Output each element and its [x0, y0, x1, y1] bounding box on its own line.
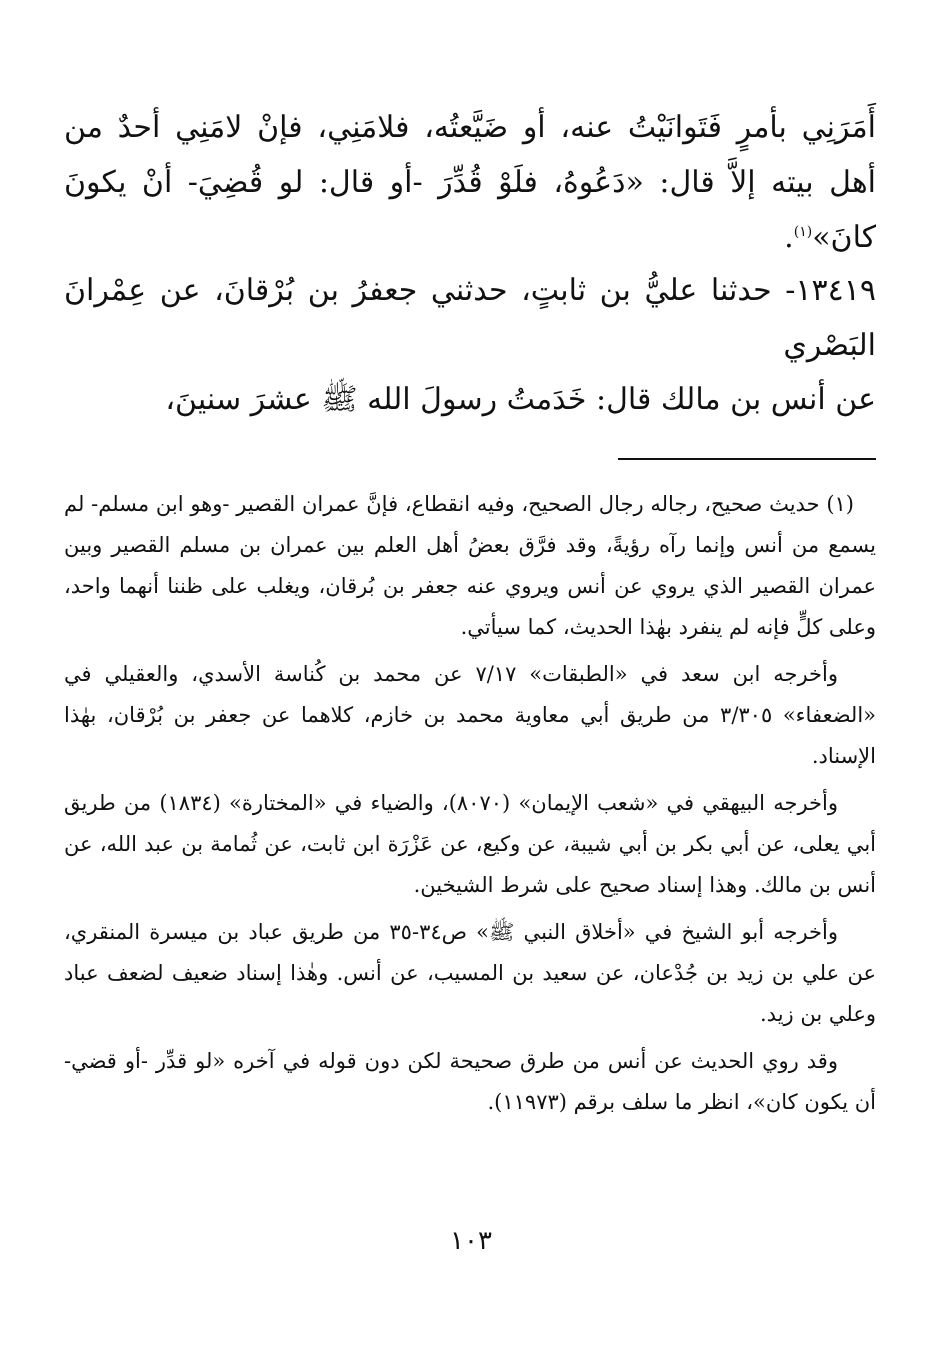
main-text-1: أَمَرَنِي بأمرٍ فَتَوانَيْتُ عنه، أو ضَيَّعتُه، فلامَنِي، فإنْ لامَنِي أحدٌ من أهل بيته إلاَّ قال: «دَعُوهُ، فلَوْ قُدِّرَ -أو قال: لو قُضِيَ- أنْ يكونَ كانَ» [64, 110, 876, 255]
footnote-paragraph: (١) حديث صحيح، رجاله رجال الصحيح، وفيه انقطاع، فإنَّ عمران القصير -وهو ابن مسلم- لم يسمع من أنس وإنما رآه رؤيةً، وقد فرَّق بعضُ أهل العلم بين عمران بن مسلم القصير وبين عمران القصير الذي يروي عن أنس ويروي عنه جعفر بن بُرقان، ويغلب على ظننا أنهما واحد، وعلى كلٍّ فإنه لم ينفرد بهٰذا الحديث، كما سيأتي. [64, 492, 876, 639]
page-number: ١٠٣ [450, 1226, 492, 1256]
hadith-matn: عن أنس بن مالك قال: خَدَمتُ رسولَ الله ﷺ عشرَ سنينَ، [165, 382, 876, 417]
main-text-1-end: . [784, 220, 794, 255]
footnote-separator [618, 458, 876, 460]
main-paragraph-1 [64, 100, 876, 265]
hadith-isnad: ١٣٤١٩- حدثنا عليُّ بن ثابتٍ، حدثني جعفرُ بن بُرْقانَ، عن عِمْرانَ البَصْري [64, 273, 876, 363]
main-paragraph-2 [64, 263, 876, 373]
footnote-paragraph: وأخرجه ابن سعد في «الطبقات» ٧/١٧ عن محمد بن كُناسة الأسدي، والعقيلي في «الضعفاء» ٣/٣٠٥ من طريق أبي معاوية محمد بن خازم، كلاهما عن جعفر بن بُرْقان، بهٰذا الإسناد. [64, 662, 876, 768]
main-paragraph-3 [64, 372, 876, 427]
footnotes-section [64, 484, 876, 1129]
footnote-reference: (١) [793, 224, 813, 240]
footnote-paragraph: وقد روي الحديث عن أنس من طرق صحيحة لكن دون قوله في آخره «لو قدِّر -أو قضي- أن يكون كان»، انظر ما سلف برقم (١١٩٧٣). [64, 1049, 876, 1114]
footnote-paragraph: وأخرجه البيهقي في «شعب الإيمان» (٨٠٧٠)، والضياء في «المختارة» (١٨٣٤) من طريق أبي يعلى، عن أبي بكر بن أبي شيبة، عن وكيع، عن عَزْرَة ابن ثابت، عن ثُمامة بن عبد الله، عن أنس بن مالك. وهذا إسناد صحيح على شرط الشيخين. [64, 791, 876, 897]
footnote-paragraph: وأخرجه أبو الشيخ في «أخلاق النبي ﷺ» ص٣٤-٣٥ من طريق عباد بن ميسرة المنقري، عن علي بن زيد بن جُدْعان، عن سعيد بن المسيب، عن أنس. وهٰذا إسناد ضعيف لضعف عباد وعلي بن زيد. [64, 920, 876, 1026]
